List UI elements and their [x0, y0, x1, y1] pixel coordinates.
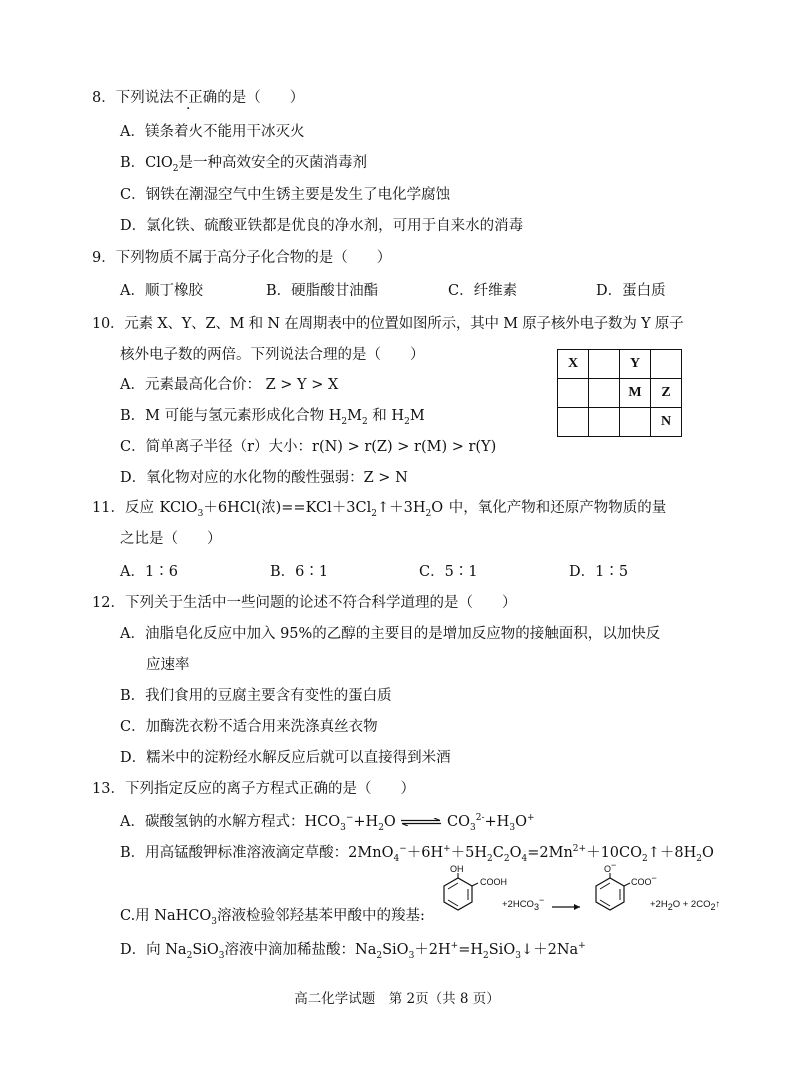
q11-stem-line1: 11．反应 KClO$_3$＋6HCl(浓)$==KCl+3Cl_2↑+3H_2O$ 中，氧化产物和还原产物物质的量 [92, 500, 667, 519]
q13-option-c: C.用 NaHCO$_3$溶液检验邻羟基苯甲酸中的羧基: [120, 908, 425, 927]
cell-x: X [558, 350, 589, 379]
cell-m: M [620, 379, 651, 408]
q13-option-b: B．用高锰酸钾标准溶液滴定草酸：$2MnO_4^-+6H^++5H_2C_2O_4=2Mn^{2+}+10CO_2↑+8H_2O$ [120, 844, 714, 864]
q9-option-c: C．纤维素 [448, 283, 518, 299]
q8-stem: 8．下列说法不正确的是（ ） [92, 90, 305, 106]
q9-option-d: D．蛋白质 [596, 283, 666, 299]
q10-option-c: C．简单离子半径（r）大小：r(N) > r(Z) > r(M) > r(Y) [120, 439, 497, 455]
q9-option-b: B．硬脂酸甘油酯 [266, 283, 379, 299]
emphasis-dots: 不正 [173, 90, 203, 106]
oh-label: OH [450, 864, 464, 874]
q8-option-d: D．氯化铁、硫酸亚铁都是优良的净水剂，可用于自来水的消毒 [120, 218, 524, 234]
q11-option-c: C．5∶1 [419, 564, 478, 580]
q10-option-b: B．M 可能与氢元素形成化合物 $H_2M_2$ 和 $H_2M$ [120, 408, 425, 427]
q9-stem: 9．下列物质不属于高分子化合物的是（ ） [92, 250, 392, 266]
q9-option-a: A．顺丁橡胶 [120, 283, 203, 299]
reagent-text: $+2HCO_3^-$ [502, 894, 545, 912]
o-minus-label: O− [604, 860, 617, 874]
cell-empty [589, 408, 620, 437]
periodic-table-grid [557, 349, 682, 437]
q10-stem-line2: 核外电子数的两倍。下列说法合理的是（ ） [120, 347, 425, 363]
q11-option-a: A．1∶6 [120, 564, 178, 580]
q11-option-b: B．6∶1 [270, 564, 329, 580]
q10-option-a: A．元素最高化合价： Z > Y > X [120, 377, 339, 393]
q12-stem: 12．下列关于生活中一些问题的论述不符合科学道理的是（ ） [92, 595, 517, 611]
cell-y: Y [620, 350, 651, 379]
page-footer: 高二化学试题 第 2页（共 8 页） [294, 991, 500, 1007]
coo-minus-label: COO− [631, 873, 657, 887]
q12-option-a-line2: 应速率 [146, 657, 190, 673]
q13-option-a: A．碳酸氢钠的水解方程式：$HCO_3^-+H_2O$ $CO_3^{2-}+H_3O^+$ [120, 813, 535, 833]
cell-empty [620, 408, 651, 437]
cell-empty [558, 408, 589, 437]
q12-option-a-line1: A．油脂皂化反应中加入 95%的乙醇的主要目的是增加反应物的接触面积，以加快反 [120, 626, 661, 642]
products-text: $+2H_2O$ + $2CO_2↑$ [650, 899, 721, 912]
cell-n: N [651, 408, 682, 437]
q10-option-d: D．氧化物对应的水化物的酸性强弱：Z > N [120, 470, 408, 486]
cell-z: Z [651, 379, 682, 408]
q12-option-c: C．加酶洗衣粉不适合用来洗涤真丝衣物 [120, 719, 378, 735]
equilibrium-arrow-icon [400, 818, 442, 826]
cell-empty [558, 379, 589, 408]
q11-stem-line2: 之比是（ ） [120, 531, 222, 547]
q10-stem-line1: 10．元素 X、Y、Z、M 和 N 在周期表中的位置如图所示，其中 M 原子核外电子数为 Y 原子 [92, 316, 684, 332]
q11-option-d: D．1∶5 [569, 564, 629, 580]
q8-option-b: B．ClO$_2$是一种高效安全的灭菌消毒剂 [120, 155, 368, 174]
q13-option-d: D．向 $Na_2SiO_3$溶液中滴加稀盐酸：$Na_2SiO_3+2H^+=H_2SiO_3↓+2Na^+$ [120, 941, 586, 961]
q12-option-b: B．我们食用的豆腐主要含有变性的蛋白质 [120, 688, 392, 704]
q8-option-c: C．钢铁在潮湿空气中生锈主要是发生了电化学腐蚀 [120, 187, 451, 203]
cell-empty [651, 350, 682, 379]
cell-empty [589, 379, 620, 408]
cell-empty [589, 350, 620, 379]
q12-option-d: D．糯米中的淀粉经水解反应后就可以直接得到米酒 [120, 750, 451, 766]
q13-stem: 13．下列指定反应的离子方程式正确的是（ ） [92, 781, 415, 797]
cooh-label: COOH [480, 877, 507, 887]
q8-option-a: A．镁条着火不能用干冰灭火 [120, 124, 305, 140]
